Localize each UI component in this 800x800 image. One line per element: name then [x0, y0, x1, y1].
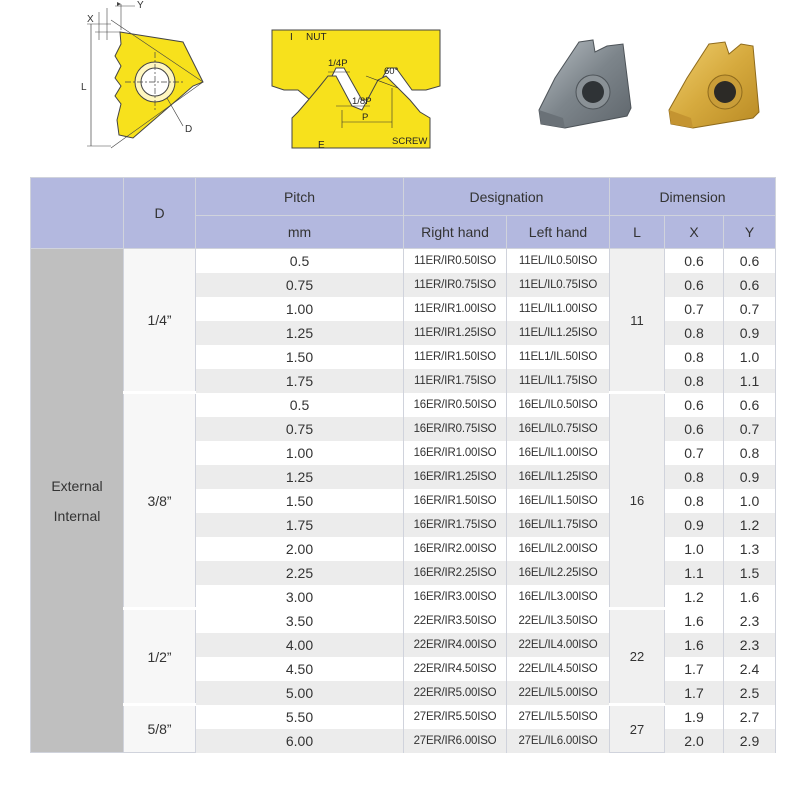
application-cell [31, 249, 124, 753]
pitch-cell: 1.50 [196, 345, 404, 369]
header-d: D [124, 178, 196, 249]
pitch-cell: 1.50 [196, 489, 404, 513]
pitch-cell: 4.00 [196, 633, 404, 657]
dim-l-cell: 16 [610, 393, 665, 609]
left-hand-designation: 16EL/IL1.50ISO [507, 489, 610, 513]
dim-x-cell: 0.8 [665, 321, 724, 345]
dim-x-cell: 1.0 [665, 537, 724, 561]
header-designation: Designation [404, 178, 610, 216]
dim-y-cell: 1.3 [724, 537, 776, 561]
pitch-cell: 3.50 [196, 609, 404, 633]
right-hand-designation: 16ER/IR0.75ISO [404, 417, 507, 441]
dim-l-label: L [81, 82, 87, 93]
left-hand-designation: 22EL/IL5.00ISO [507, 681, 610, 705]
dim-l-cell: 22 [610, 609, 665, 705]
left-hand-designation: 22EL/IL3.50ISO [507, 609, 610, 633]
pitch-cell: 0.5 [196, 393, 404, 417]
left-hand-designation: 22EL/IL4.00ISO [507, 633, 610, 657]
table-body [31, 249, 776, 753]
screw-mark: E [318, 140, 325, 151]
thread-angle-label: 60° [384, 66, 399, 77]
dim-x-cell: 1.6 [665, 609, 724, 633]
dim-x-cell: 0.6 [665, 417, 724, 441]
table-row [31, 249, 776, 273]
left-hand-designation: 27EL/IL6.00ISO [507, 729, 610, 753]
pitch-cell: 6.00 [196, 729, 404, 753]
dim-y-cell: 0.9 [724, 465, 776, 489]
dim-d-label: D [185, 124, 193, 135]
dim-x-cell: 0.7 [665, 297, 724, 321]
dim-y-cell: 0.6 [724, 249, 776, 273]
right-hand-designation: 22ER/IR3.50ISO [404, 609, 507, 633]
right-hand-designation: 16ER/IR3.00ISO [404, 585, 507, 609]
dim-y-cell: 2.9 [724, 729, 776, 753]
size-d-cell: 5/8” [124, 705, 196, 753]
right-hand-designation: 11ER/IR0.75ISO [404, 273, 507, 297]
pitch-cell: 4.50 [196, 657, 404, 681]
dim-x-cell: 0.6 [665, 249, 724, 273]
right-hand-designation: 27ER/IR6.00ISO [404, 729, 507, 753]
dim-x-cell: 1.7 [665, 681, 724, 705]
dim-x-cell: 1.1 [665, 561, 724, 585]
header-x: X [665, 216, 724, 249]
right-hand-designation: 11ER/IR1.75ISO [404, 369, 507, 393]
dim-x-cell: 1.2 [665, 585, 724, 609]
dim-x-cell: 0.9 [665, 513, 724, 537]
header-pitch-unit: mm [196, 216, 404, 249]
dim-y-cell: 2.3 [724, 609, 776, 633]
dim-y-cell: 2.4 [724, 657, 776, 681]
dim-y-cell: 0.8 [724, 441, 776, 465]
dim-y-cell: 1.6 [724, 585, 776, 609]
right-hand-designation: 11ER/IR1.00ISO [404, 297, 507, 321]
pitch-cell: 1.00 [196, 297, 404, 321]
nut-mark: I [290, 32, 293, 43]
right-hand-designation: 16ER/IR1.25ISO [404, 465, 507, 489]
thread-profile-drawing [270, 28, 445, 153]
silver-insert-photo [535, 38, 635, 130]
left-hand-designation: 16EL/IL3.00ISO [507, 585, 610, 609]
dim-y-cell: 1.5 [724, 561, 776, 585]
dim-y-cell: 1.0 [724, 489, 776, 513]
table-row [31, 609, 776, 633]
pitch-cell: 2.00 [196, 537, 404, 561]
left-hand-designation: 22EL/IL4.50ISO [507, 657, 610, 681]
left-hand-designation: 16EL/IL1.00ISO [507, 441, 610, 465]
dim-y-cell: 2.7 [724, 705, 776, 729]
left-hand-designation: 11EL/IL1.25ISO [507, 321, 610, 345]
right-hand-designation: 16ER/IR0.50ISO [404, 393, 507, 417]
insert-dimension-drawing [75, 0, 225, 155]
right-hand-designation: 22ER/IR5.00ISO [404, 681, 507, 705]
left-hand-designation: 16EL/IL0.75ISO [507, 417, 610, 441]
dim-x-cell: 0.8 [665, 489, 724, 513]
pitch-cell: 0.75 [196, 273, 404, 297]
header-left-hand: Left hand [507, 216, 610, 249]
left-hand-designation: 16EL/IL1.25ISO [507, 465, 610, 489]
left-hand-designation: 11EL/IL0.75ISO [507, 273, 610, 297]
application-internal: Internal [53, 507, 101, 524]
dim-l-cell: 27 [610, 705, 665, 753]
dim-x-cell: 1.6 [665, 633, 724, 657]
pitch-cell: 2.25 [196, 561, 404, 585]
dim-y-cell: 0.7 [724, 297, 776, 321]
dim-x-cell: 0.8 [665, 465, 724, 489]
table-row [31, 393, 776, 417]
dim-x-cell: 1.7 [665, 657, 724, 681]
left-hand-designation: 27EL/IL5.50ISO [507, 705, 610, 729]
left-hand-designation: 11EL/IL1.00ISO [507, 297, 610, 321]
dim-y-cell: 0.6 [724, 273, 776, 297]
header-application [31, 178, 124, 249]
dim-y-label: Y [137, 0, 144, 11]
screw-label: SCREW [392, 136, 428, 147]
dim-x-cell: 0.6 [665, 393, 724, 417]
dim-x-label: X [87, 14, 94, 25]
insert-spec-table [30, 177, 776, 753]
eighth-pitch-label: 1/8P [352, 96, 372, 107]
table-row [31, 705, 776, 729]
pitch-cell: 1.25 [196, 321, 404, 345]
dim-x-cell: 2.0 [665, 729, 724, 753]
dim-x-cell: 0.8 [665, 369, 724, 393]
left-hand-designation: 16EL/IL2.00ISO [507, 537, 610, 561]
application-external: External [51, 477, 103, 494]
right-hand-designation: 11ER/IR1.50ISO [404, 345, 507, 369]
pitch-cell: 5.00 [196, 681, 404, 705]
right-hand-designation: 16ER/IR1.50ISO [404, 489, 507, 513]
right-hand-designation: 22ER/IR4.50ISO [404, 657, 507, 681]
dim-y-cell: 2.5 [724, 681, 776, 705]
quarter-pitch-label: 1/4P [328, 58, 348, 69]
figure-area [0, 0, 800, 175]
dim-x-cell: 0.6 [665, 273, 724, 297]
gold-insert-photo [665, 38, 765, 130]
pitch-cell: 1.75 [196, 513, 404, 537]
dim-y-cell: 0.9 [724, 321, 776, 345]
left-hand-designation: 16EL/IL0.50ISO [507, 393, 610, 417]
left-hand-designation: 11EL1/IL.50ISO [507, 345, 610, 369]
pitch-label: P [362, 112, 369, 123]
dim-x-cell: 0.8 [665, 345, 724, 369]
left-hand-designation: 16EL/IL2.25ISO [507, 561, 610, 585]
dim-y-cell: 0.6 [724, 393, 776, 417]
header-dimension: Dimension [610, 178, 776, 216]
dim-l-cell: 11 [610, 249, 665, 393]
header-right-hand: Right hand [404, 216, 507, 249]
dim-y-cell: 0.7 [724, 417, 776, 441]
right-hand-designation: 11ER/IR1.25ISO [404, 321, 507, 345]
size-d-cell: 1/2” [124, 609, 196, 705]
dim-y-cell: 1.0 [724, 345, 776, 369]
header-y: Y [724, 216, 776, 249]
pitch-cell: 1.25 [196, 465, 404, 489]
left-hand-designation: 11EL/IL1.75ISO [507, 369, 610, 393]
header-l: L [610, 216, 665, 249]
pitch-cell: 1.75 [196, 369, 404, 393]
pitch-cell: 0.75 [196, 417, 404, 441]
size-d-cell: 3/8” [124, 393, 196, 609]
right-hand-designation: 16ER/IR1.00ISO [404, 441, 507, 465]
dim-x-cell: 1.9 [665, 705, 724, 729]
nut-label: NUT [306, 32, 327, 43]
right-hand-designation: 27ER/IR5.50ISO [404, 705, 507, 729]
dim-y-cell: 1.2 [724, 513, 776, 537]
left-hand-designation: 11EL/IL0.50ISO [507, 249, 610, 273]
dim-y-cell: 1.1 [724, 369, 776, 393]
pitch-cell: 5.50 [196, 705, 404, 729]
right-hand-designation: 16ER/IR2.25ISO [404, 561, 507, 585]
pitch-cell: 0.5 [196, 249, 404, 273]
dim-x-cell: 0.7 [665, 441, 724, 465]
pitch-cell: 3.00 [196, 585, 404, 609]
size-d-cell: 1/4” [124, 249, 196, 393]
right-hand-designation: 16ER/IR2.00ISO [404, 537, 507, 561]
right-hand-designation: 16ER/IR1.75ISO [404, 513, 507, 537]
right-hand-designation: 11ER/IR0.50ISO [404, 249, 507, 273]
left-hand-designation: 16EL/IL1.75ISO [507, 513, 610, 537]
header-pitch: Pitch [196, 178, 404, 216]
pitch-cell: 1.00 [196, 441, 404, 465]
dim-y-cell: 2.3 [724, 633, 776, 657]
right-hand-designation: 22ER/IR4.00ISO [404, 633, 507, 657]
